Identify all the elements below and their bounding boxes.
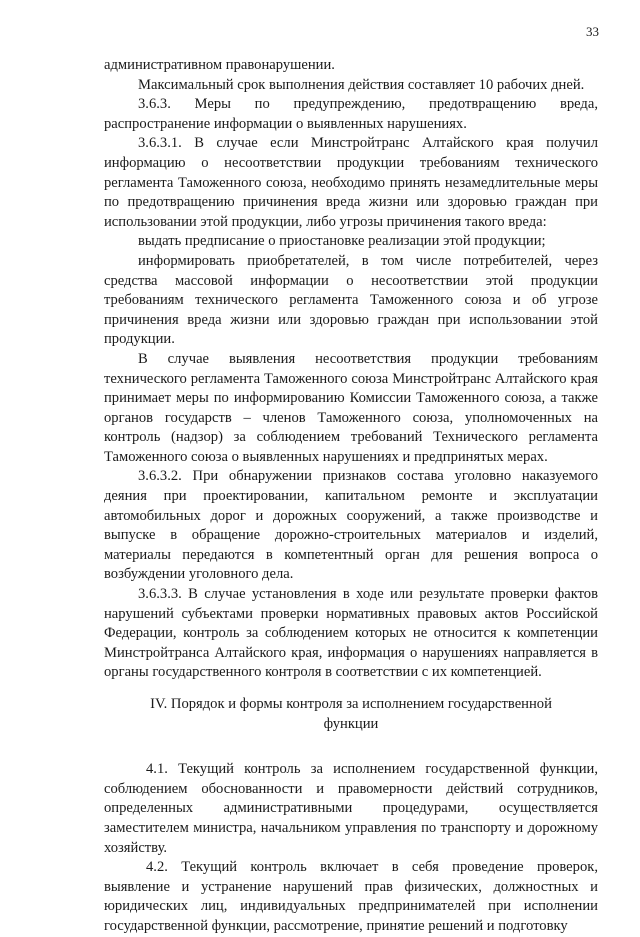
paragraph: 4.1. Текущий контроль за исполнением государственной функции, соблюдением обоснованности и правомерности действий сотрудников, определенных административными процедурами, осуществляется заместителем министра, начальником управления по транспорту и дорожному хозяйству. [104,761,598,856]
paragraph: выдать предписание о приостановке реализации этой продукции; [138,233,546,250]
paragraph: 3.6.3. Меры по предупреждению, предотвращению вреда, распространение информации о выявленных нарушениях. [104,96,598,132]
document-body [104,56,598,937]
paragraph: административном правонарушении. [104,57,335,73]
page-number: 33 [586,24,599,39]
paragraph: Максимальный срок выполнения действия составляет 10 рабочих дней. [138,76,585,93]
paragraph: 3.6.3.1. В случае если Минстройтранс Алтайского края получил информацию о несоответствии продукции требованиям технического регламента Таможенного союза, необходимо принять незамедлительные меры по предотвращению причинения вреда жизни или здоровью граждан при использовании этой продукции, либо угрозы причинения такого вреда: [104,135,598,230]
paragraph: 4.2. Текущий контроль включает в себя проведение проверок, выявление и устранение нарушений прав физических, должностных и юридических лиц, индивидуальных предпринимателей при исполнении государственной функции, рассмотрение, принятие решений и подготовку [104,859,598,934]
paragraph: 3.6.3.2. При обнаружении признаков состава уголовно наказуемого деяния при проектировании, капитальном ремонте и эксплуатации автомобильных дорог и дорожных сооружений, а также производстве и выпуске в обращение дорожно-строительных материалов и изделий, материалы передаются в компетентный орган для решения вопроса о возбуждении уголовного дела. [104,468,598,583]
paragraph: В случае выявления несоответствия продукции требованиям технического регламента Таможенного союза Минстройтранс Алтайского края принимает меры по информированию Комиссии Таможенного союза, а также органов государств – членов Таможенного союза, уполномоченных на контроль (надзор) за соблюдением требований Технического регламента Таможенного союза о выявленных нарушениях и предпринятых мерах. [104,350,598,465]
section-heading: IV. Порядок и формы контроля за исполнением государственной функции [150,696,552,732]
paragraph: 3.6.3.3. В случае установления в ходе или результате проверки фактов нарушений субъектами проверки нормативных правовых актов Российской Федерации, контроль за соблюдением которых не относится к компетенции Минстройтранса Алтайского края, информация о нарушениях направляется в органы государственного контроля в соответствии с их компетенцией. [104,586,598,681]
paragraph: информировать приобретателей, в том числе потребителей, через средства массовой информации о несоответствии этой продукции требованиям технического регламента Таможенного союза и об угрозе причинения вреда жизни или здоровью граждан при использовании этой продукции. [104,252,598,348]
